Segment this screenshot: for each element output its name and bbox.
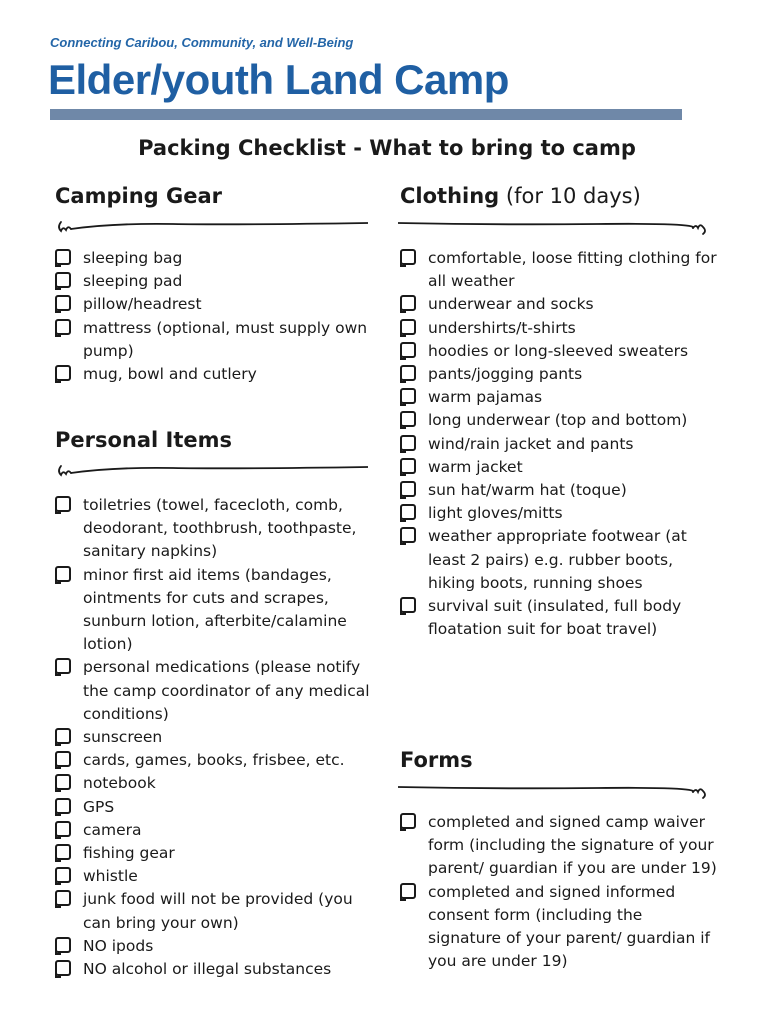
section-clothing [400, 184, 720, 639]
checklist-item-label: NO ipods [83, 936, 154, 955]
checklist-item [400, 247, 720, 293]
checkbox-icon[interactable] [55, 566, 71, 582]
checklist-item-label: completed and signed camp waiver form (including the signature of your parent/ guardian if you are under 19) [428, 813, 717, 878]
section-camping-gear [55, 184, 380, 384]
checklist-item [400, 363, 720, 386]
checklist-item-label: sunscreen [83, 728, 163, 747]
checklist-item-label: sleeping bag [83, 249, 183, 267]
swirl-divider-icon [398, 216, 713, 242]
checklist-item-label: mug, bowl and cutlery [83, 365, 257, 384]
checklist-item-label: toiletries (towel, facecloth, comb, deodorant, toothbrush, toothpaste, sanitary napkins) [83, 496, 357, 561]
checklist-item [55, 293, 380, 316]
checklist-item [55, 796, 380, 819]
checkbox-icon[interactable] [55, 937, 71, 953]
checklist-item [55, 726, 380, 749]
checklist-item [400, 479, 720, 502]
section-heading: Camping Gear [55, 184, 222, 208]
clothing-list [400, 247, 720, 641]
checkbox-icon[interactable] [400, 295, 416, 311]
checklist-item-label: mattress (optional, must supply own pump) [83, 318, 368, 360]
swirl-divider-icon [53, 216, 368, 242]
checklist-item-label: light gloves/mitts [428, 504, 563, 523]
checklist-item [55, 494, 380, 564]
checklist-item-label: long underwear (top and bottom) [428, 411, 688, 430]
checkbox-icon[interactable] [55, 890, 71, 906]
checklist-item [55, 749, 380, 772]
camping-gear-list [55, 247, 380, 386]
checklist-item [400, 409, 720, 432]
checklist-item-label: undershirts/t-shirts [428, 318, 576, 337]
checklist-item-label: whistle [83, 867, 138, 886]
checkbox-icon[interactable] [55, 272, 71, 288]
checkbox-icon[interactable] [400, 481, 416, 497]
tagline: Connecting Caribou, Community, and Well-Being [50, 35, 354, 50]
checkbox-icon[interactable] [55, 960, 71, 976]
checklist-item-label: hoodies or long-sleeved sweaters [428, 341, 689, 360]
checklist-item [400, 456, 720, 479]
checklist-item-label: warm jacket [428, 457, 523, 476]
checkbox-icon[interactable] [55, 798, 71, 814]
forms-list [400, 811, 720, 973]
checkbox-icon[interactable] [400, 365, 416, 381]
checklist-subtitle: Packing Checklist - What to bring to camp [138, 136, 636, 160]
checkbox-icon[interactable] [55, 821, 71, 837]
checklist-item-label: GPS [83, 797, 115, 816]
checkbox-icon[interactable] [400, 388, 416, 404]
checklist-item [55, 935, 380, 958]
section-heading [400, 184, 720, 208]
section-personal-items [55, 428, 380, 979]
checklist-item [55, 270, 380, 293]
checklist-item-label: wind/rain jacket and pants [428, 434, 634, 453]
checklist-item [55, 842, 380, 865]
checkbox-icon[interactable] [55, 249, 71, 265]
checkbox-icon[interactable] [55, 728, 71, 744]
checklist-item-label: pillow/headrest [83, 295, 202, 314]
checkbox-icon[interactable] [400, 597, 416, 613]
checklist-item-label: camera [83, 820, 142, 839]
section-heading-suffix: (for 10 days) [499, 184, 641, 208]
checklist-item-label: sleeping pad [83, 272, 183, 291]
checklist-item [55, 656, 380, 726]
checklist-item-label: personal medications (please notify the camp coordinator of any medical conditions) [83, 658, 370, 723]
checklist-item [400, 433, 720, 456]
section-heading: Forms [400, 748, 473, 772]
checkbox-icon[interactable] [400, 319, 416, 335]
checklist-item [400, 317, 720, 340]
checkbox-icon[interactable] [55, 844, 71, 860]
checklist-item-label: cards, games, books, frisbee, etc. [83, 751, 345, 770]
checklist-item-label: comfortable, loose fitting clothing for all weather [428, 249, 717, 291]
checkbox-icon[interactable] [400, 527, 416, 543]
checkbox-icon[interactable] [400, 813, 416, 829]
checklist-item-label: completed and signed informed consent form (including the signature of your parent/ guardian if you are under 19) [428, 882, 710, 971]
checklist-item-label: notebook [83, 774, 156, 793]
checklist-item [55, 888, 380, 934]
checkbox-icon[interactable] [400, 249, 416, 265]
checklist-item-label: fishing gear [83, 844, 175, 863]
page-title: Elder/youth Land Camp [48, 56, 509, 103]
checkbox-icon[interactable] [400, 411, 416, 427]
checkbox-icon[interactable] [55, 295, 71, 311]
title-underline-bar [50, 109, 682, 120]
swirl-divider-icon [53, 460, 368, 486]
checklist-item [400, 386, 720, 409]
checklist-item [55, 317, 380, 363]
personal-items-list [55, 494, 380, 981]
checkbox-icon[interactable] [55, 867, 71, 883]
checklist-item-label: NO alcohol or illegal substances [83, 960, 332, 979]
checklist-item [55, 564, 380, 657]
checkbox-icon[interactable] [400, 883, 416, 899]
checklist-item-label: pants/jogging pants [428, 365, 583, 384]
checklist-item [400, 502, 720, 525]
checkbox-icon[interactable] [55, 496, 71, 512]
checkbox-icon[interactable] [400, 435, 416, 451]
checklist-item-label: survival suit (insulated, full body floatation suit for boat travel) [428, 597, 682, 639]
checklist-item-label: junk food will not be provided (you can bring your own) [83, 890, 353, 932]
checklist-item [55, 958, 380, 981]
checkbox-icon[interactable] [55, 365, 71, 381]
checkbox-icon[interactable] [400, 342, 416, 358]
swirl-divider-icon [398, 780, 713, 806]
checklist-item [400, 525, 720, 595]
checklist-item [55, 247, 380, 270]
checkbox-icon[interactable] [55, 774, 71, 790]
checkbox-icon[interactable] [400, 504, 416, 520]
section-heading: Personal Items [55, 428, 233, 452]
checklist-item [400, 881, 720, 974]
checklist-item-label: minor first aid items (bandages, ointments for cuts and scrapes, sunburn lotion, afterbite/calamine lotion) [83, 565, 347, 654]
checkbox-icon[interactable] [55, 751, 71, 767]
section-heading-main: Clothing [400, 184, 500, 208]
checklist-item [55, 772, 380, 795]
checklist-item [400, 811, 720, 881]
section-forms [400, 748, 720, 971]
checklist-item [55, 363, 380, 386]
checklist-item-label: underwear and socks [428, 295, 594, 314]
checkbox-icon[interactable] [55, 319, 71, 335]
checklist-item-label: sun hat/warm hat (toque) [428, 481, 627, 500]
checklist-item [55, 819, 380, 842]
checklist-item [400, 595, 720, 641]
checklist-item-label: weather appropriate footwear (at least 2 pairs) e.g. rubber boots, hiking boots, running shoes [428, 527, 687, 592]
checklist-item [400, 340, 720, 363]
checkbox-icon[interactable] [400, 458, 416, 474]
checklist-item [400, 293, 720, 316]
checkbox-icon[interactable] [55, 658, 71, 674]
checklist-item-label: warm pajamas [428, 388, 543, 407]
checklist-item [55, 865, 380, 888]
